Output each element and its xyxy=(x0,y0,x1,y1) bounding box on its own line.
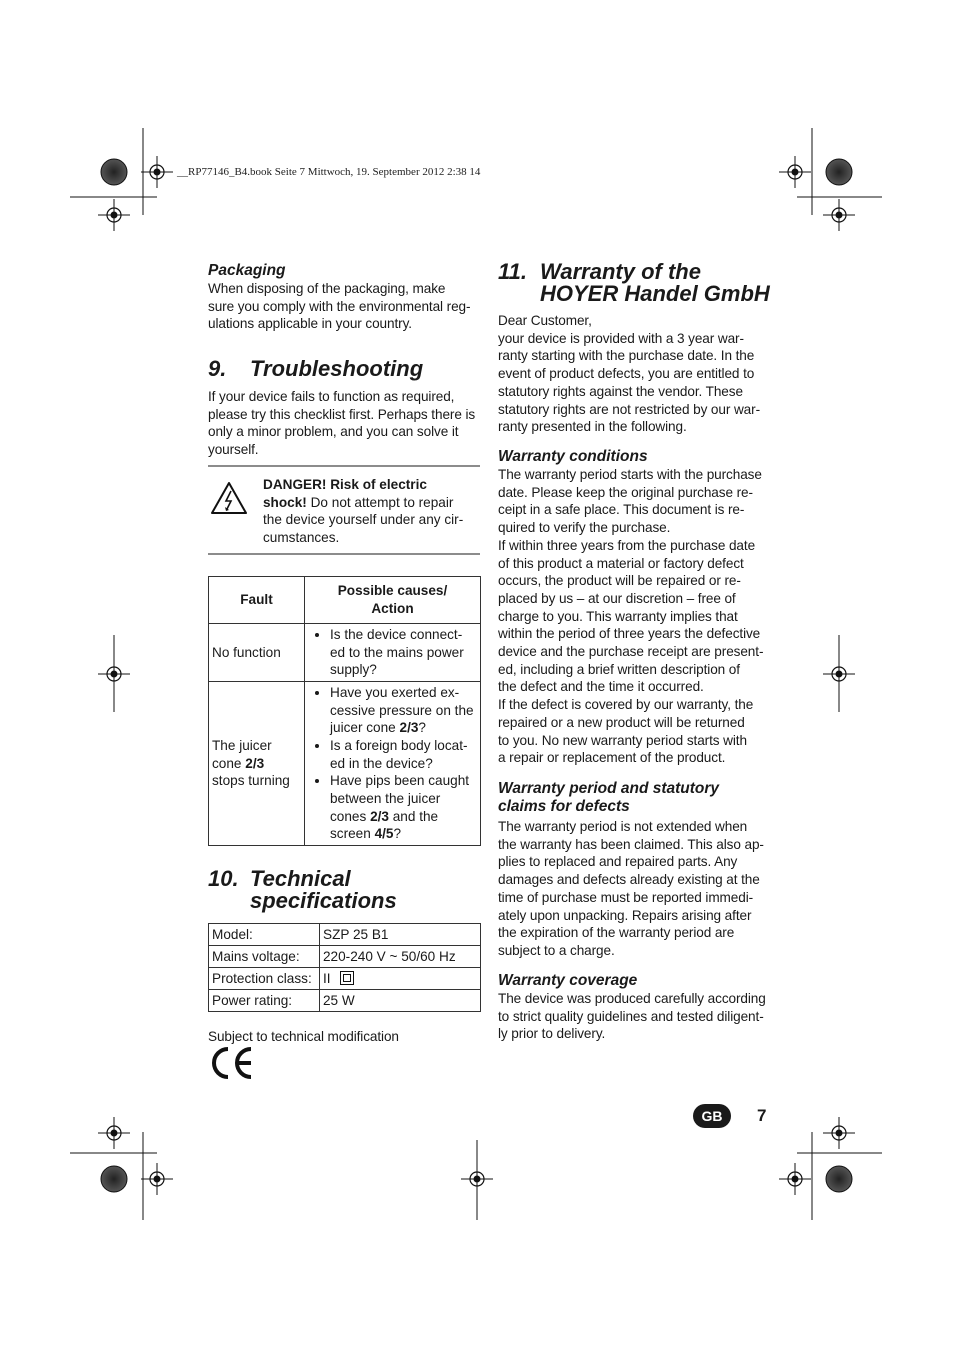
subject-note: Subject to technical modification xyxy=(208,1029,399,1044)
troubleshooting-line: only a minor problem, and you can solve it xyxy=(208,424,459,440)
warranty-period-section xyxy=(498,780,774,960)
danger-text: DANGER! Risk of electric shock! Do not attempt to repair the device yourself under any cir- cumstances. xyxy=(263,477,464,546)
spec-value: 25 W xyxy=(320,990,481,1012)
ce-mark-icon xyxy=(208,1046,254,1080)
tech-spec-heading: 10. Technical specifications xyxy=(208,866,397,913)
period-line: the expiration of the warranty period are xyxy=(498,925,735,941)
period-line: time of purchase must be reported immedi- xyxy=(498,889,754,905)
packaging-line: ulations applicable in your country. xyxy=(208,316,412,332)
spec-label: Power rating: xyxy=(209,990,320,1012)
causes-cell: • Is the device connect- ed to the mains power supply? xyxy=(305,624,481,682)
page-number: 7 xyxy=(757,1106,767,1125)
warranty-conditions-heading: Warranty conditions xyxy=(498,448,648,465)
conditions-line: If within three years from the purchase date xyxy=(498,537,756,553)
electric-shock-warning-icon xyxy=(210,481,248,515)
conditions-line: of this product a material or factory defect xyxy=(498,555,744,571)
print-slug: __RP77146_B4.book Seite 7 Mittwoch, 19. September 2012 2:38 14 xyxy=(177,166,481,178)
conditions-line: device and the purchase receipt are present- xyxy=(498,644,764,660)
coverage-line: to strict quality guidelines and tested diligent- xyxy=(498,1008,764,1024)
fault-cell: The juicer cone 2/3 stops turning xyxy=(209,682,305,846)
conditions-line: quired to verify the purchase. xyxy=(498,520,671,536)
conditions-line: a repair or replacement of the product. xyxy=(498,750,726,766)
packaging-line: When disposing of the packaging, make xyxy=(208,281,446,296)
period-line: plies to replaced and repaired parts. Any xyxy=(498,854,738,870)
warranty-intro-line: event of product defects, you are entitled to xyxy=(498,366,755,382)
packaging-heading: Packaging xyxy=(208,262,286,279)
spec-value: II xyxy=(320,968,481,990)
conditions-line: within the period of three years the defective xyxy=(498,626,761,642)
warranty-coverage-section xyxy=(498,972,774,1043)
troubleshooting-section xyxy=(208,358,484,459)
warranty-heading: 11. Warranty of the HOYER Handel GmbH xyxy=(498,259,770,306)
fault-table xyxy=(208,576,481,846)
conditions-line: the defect and the time it occurred. xyxy=(498,679,704,695)
warranty-intro-line: statutory rights are not restricted by our war- xyxy=(498,401,760,417)
conditions-line: The warranty period starts with the purchase xyxy=(498,467,762,482)
packaging-line: sure you comply with the environmental reg- xyxy=(208,298,471,314)
conditions-line: repaired or a new product will be returned xyxy=(498,714,745,730)
tech-spec-heading-block xyxy=(208,868,484,912)
spec-value: SZP 25 B1 xyxy=(320,924,481,946)
troubleshooting-line: yourself. xyxy=(208,442,259,458)
spec-label: Mains voltage: xyxy=(209,946,320,968)
warranty-section xyxy=(498,261,774,436)
period-line: the warranty has been claimed. This also ap- xyxy=(498,836,764,852)
warranty-intro-line: ranty presented in the following. xyxy=(498,419,687,435)
spec-label: Protection class: xyxy=(209,968,320,990)
coverage-line: The device was produced carefully according xyxy=(498,991,766,1006)
conditions-line: ed, including a brief written description of xyxy=(498,661,740,677)
spec-row xyxy=(209,968,481,990)
left-column xyxy=(208,262,484,333)
troubleshooting-line: If your device fails to function as required, xyxy=(208,389,455,404)
spec-row xyxy=(209,990,481,1012)
troubleshooting-line: please try this checklist first. Perhaps there is xyxy=(208,406,476,422)
conditions-line: placed by us – at our discretion – free of xyxy=(498,590,736,606)
period-line: damages and defects already existing at the xyxy=(498,872,760,888)
danger-warning-box xyxy=(208,465,480,555)
fault-column-header: Fault xyxy=(209,577,305,624)
period-line: ately upon unpacking. Repairs arising after xyxy=(498,907,752,923)
conditions-line: date. Please keep the original purchase re- xyxy=(498,484,753,500)
warranty-intro-line: Dear Customer, xyxy=(498,313,592,328)
troubleshooting-heading: 9. Troubleshooting xyxy=(208,356,424,381)
conditions-line: ceipt in a safe place. This document is re- xyxy=(498,502,745,518)
causes-column-header: Possible causes/ Action xyxy=(305,577,481,624)
spec-value: 220-240 V ~ 50/60 Hz xyxy=(320,946,481,968)
warranty-coverage-heading: Warranty coverage xyxy=(498,972,638,989)
conditions-line: If the defect is covered by our warranty, the xyxy=(498,697,754,713)
period-line: subject to a charge. xyxy=(498,942,615,958)
warranty-intro-line: statutory rights against the vendor. These xyxy=(498,383,743,399)
period-line: The warranty period is not extended when xyxy=(498,819,748,834)
conditions-line: charge to you. This warranty implies that xyxy=(498,608,738,624)
warranty-intro-line: ranty starting with the purchase date. In the xyxy=(498,348,755,364)
conditions-line: to you. No new warranty period starts with xyxy=(498,732,747,748)
warranty-conditions-section xyxy=(498,448,774,767)
spec-row xyxy=(209,924,481,946)
fault-cell: No function xyxy=(209,624,305,682)
spec-label: Model: xyxy=(209,924,320,946)
causes-cell: • Have you exerted ex- cessive pressure on the juicer cone 2/3? • Is a foreign body locat- ed in the device? • Have pips been caught between the juicer cones 2/3 and the screen 4/5? xyxy=(305,682,481,846)
spec-row xyxy=(209,946,481,968)
warranty-intro-line: your device is provided with a 3 year war- xyxy=(498,330,744,346)
protection-class-ii-icon xyxy=(340,971,354,985)
warranty-period-heading: Warranty period and statutory xyxy=(498,780,720,797)
coverage-line: ly prior to delivery. xyxy=(498,1026,606,1042)
country-badge: GB xyxy=(693,1104,731,1128)
spec-table xyxy=(208,923,481,1012)
conditions-line: occurs, the product will be repaired or re- xyxy=(498,573,741,589)
warranty-period-heading: claims for defects xyxy=(498,798,630,815)
